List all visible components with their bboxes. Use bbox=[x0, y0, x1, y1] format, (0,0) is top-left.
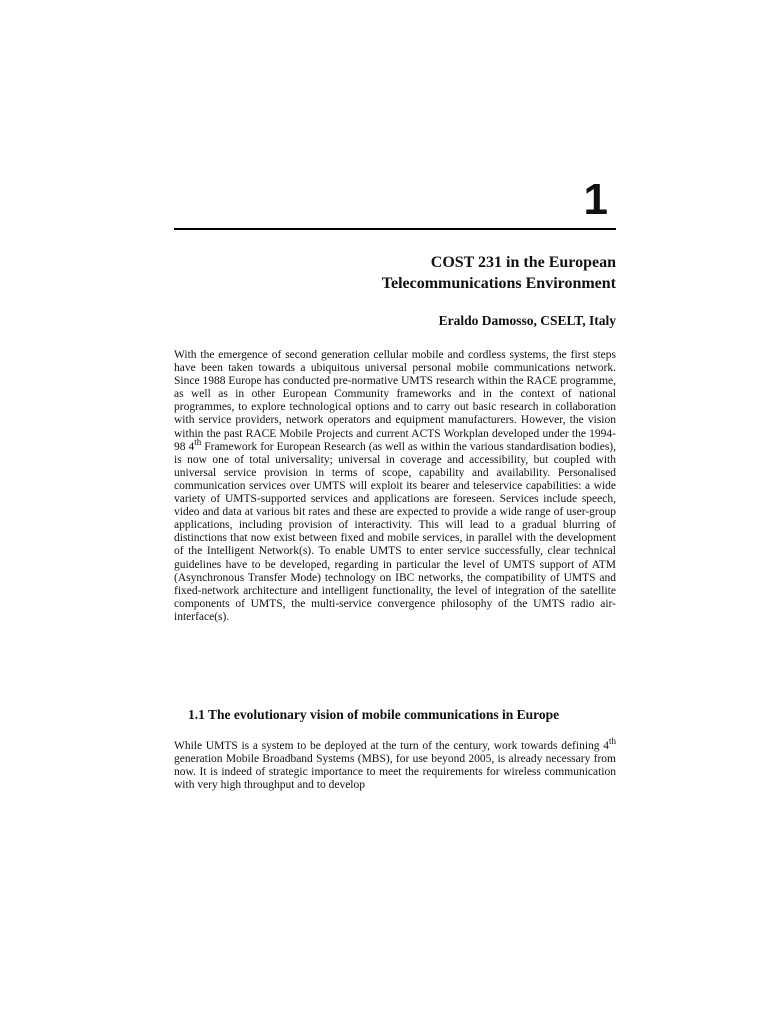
intro-paragraph bbox=[174, 349, 616, 624]
section-superscript: th bbox=[608, 736, 616, 746]
section-text-part1: While UMTS is a system to be deployed at the turn of the century, work towards defining 4 bbox=[174, 740, 609, 752]
chapter-rule bbox=[174, 228, 616, 230]
chapter-title-line2: Telecommunications Environment bbox=[381, 275, 616, 292]
chapter-title bbox=[196, 252, 616, 294]
chapter-number: 1 bbox=[583, 175, 608, 224]
author-line: Eraldo Damosso, CSELT, Italy bbox=[438, 313, 616, 328]
intro-text-part1: With the emergence of second generation cellular mobile and cordless systems, the first steps have been taken towards a ubiquitous universal personal mobile communications network. Since 1988 Europe has conducted pre-normative UMTS research within the RACE programme, as well as in other European Community frameworks and in the context of national programmes, to explore technological options and to carry out basic research in collaboration with service providers, network operators and equipment manufacturers. However, the vision within the past RACE Mobile Projects and current ACTS Workplan developed under the 1994-98 4 bbox=[174, 349, 616, 453]
section-text-part2: generation Mobile Broadband Systems (MBS), for use beyond 2005, is already necessary from now. It is indeed of strategic importance to meet the requirements for wireless communication with very high throughput and to develop bbox=[174, 753, 616, 792]
section-heading: 1.1 The evolutionary vision of mobile communications in Europe bbox=[188, 707, 560, 722]
intro-text-part2: Framework for European Research (as well as within the various standardisation bodies), is now one of total universality; universal in coverage and accessibility, but coupled with universal service provision in terms of scope, capability and availability. Personalised communication services over UMTS will exploit its bearer and teleservice capabilities: a wide variety of UMTS-supported services and applications are foreseen. Services include speech, video and data at various bit rates and these are expected to provide a wide range of user-group applications, including provision of interactivity. This will lead to a gradual blurring of distinctions that now exist between fixed and mobile services, in parallel with the development of the Intelligent Network(s). To enable UMTS to enter service successfully, clear technical guidelines have to be developed, regarding in particular the level of UMTS support of ATM (Asynchronous Transfer Mode) technology on IBC networks, the compatibility of UMTS and fixed-network architecture and intelligent functionality, the level of integration of the satellite components of UMTS, the multi-service convergence philosophy of the UMTS radio air-interface(s). bbox=[174, 440, 617, 623]
chapter-title-line1: COST 231 in the European bbox=[430, 254, 616, 271]
intro-superscript: th bbox=[194, 436, 202, 447]
section-paragraph bbox=[174, 736, 616, 792]
